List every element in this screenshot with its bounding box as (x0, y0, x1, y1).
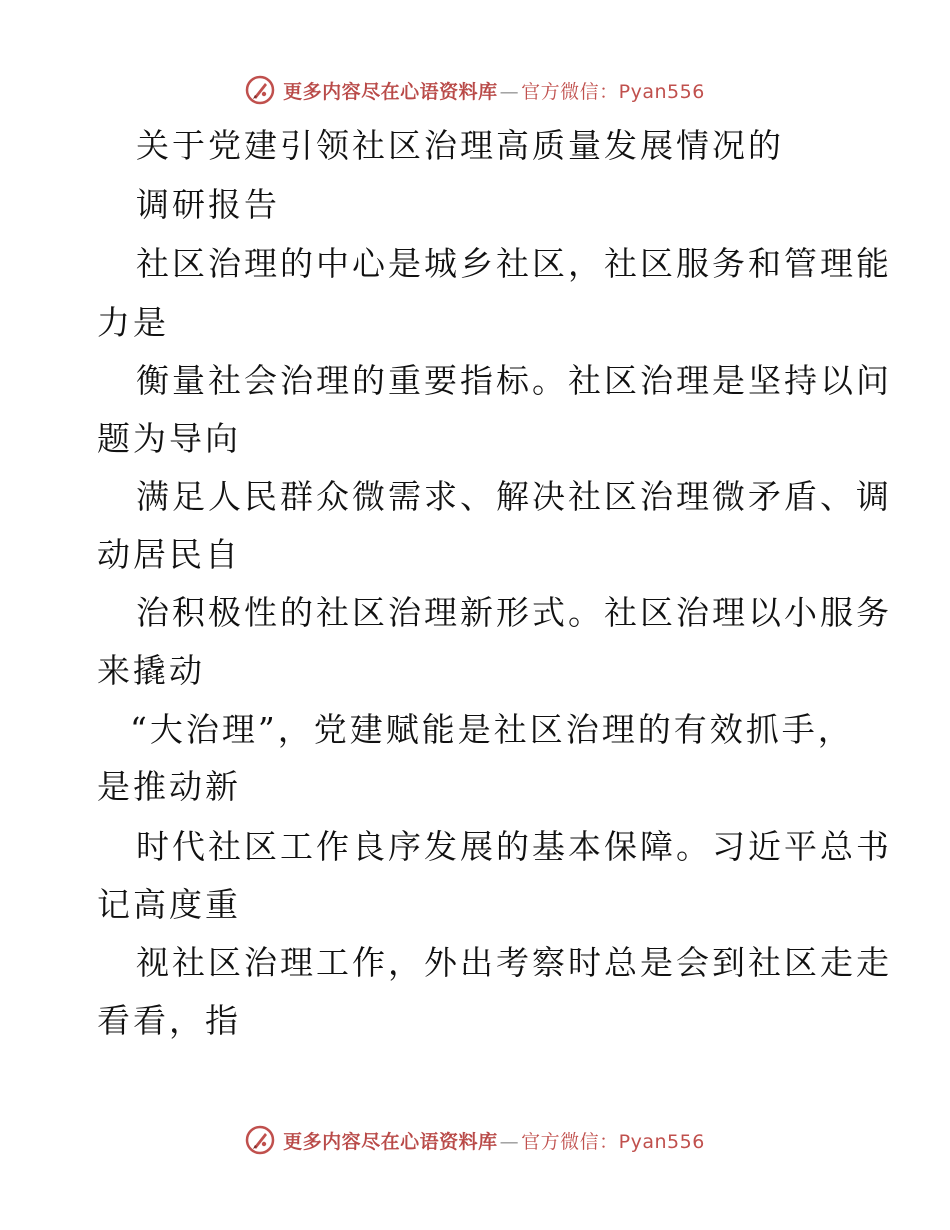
header-banner-contact: 官方微信：Pyan556 (521, 80, 705, 103)
paragraph-line: 题为导向 (97, 419, 241, 458)
header-banner-main: 更多内容尽在心语资料库 (283, 80, 498, 103)
quill-pen-seal-icon (245, 1125, 275, 1155)
paragraph-line: 视社区治理工作，外出考察时总是会到社区走走 (136, 943, 892, 982)
quill-pen-seal-icon (245, 75, 275, 105)
footer-banner-separator: — (499, 1130, 520, 1153)
paragraph-line: 满足人民群众微需求、解决社区治理微矛盾、调 (136, 477, 892, 516)
paragraph-line: 是推动新 (97, 767, 241, 806)
header-banner-separator: — (499, 80, 520, 103)
document-title-line-2: 调研报告 (136, 185, 280, 224)
paragraph-line: 衡量社会治理的重要指标。社区治理是坚持以问 (136, 361, 892, 400)
paragraph-line: 记高度重 (97, 885, 241, 924)
footer-banner-contact: 官方微信：Pyan556 (521, 1130, 705, 1153)
footer-banner (0, 1120, 950, 1160)
paragraph-line: 动居民自 (97, 535, 241, 574)
paragraph-line: 治积极性的社区治理新形式。社区治理以小服务 (136, 593, 892, 632)
header-banner-text (283, 77, 705, 104)
paragraph-line: 看看，指 (97, 1001, 241, 1040)
header-banner (0, 70, 950, 110)
paragraph-line: “大治理”，党建赋能是社区治理的有效抓手， (130, 710, 854, 749)
footer-banner-main: 更多内容尽在心语资料库 (283, 1130, 498, 1153)
paragraph-line: 社区治理的中心是城乡社区，社区服务和管理能 (136, 244, 892, 283)
paragraph-line: 力是 (97, 303, 169, 342)
document-title-line-1: 关于党建引领社区治理高质量发展情况的 (136, 126, 784, 165)
paragraph-line: 来撬动 (97, 651, 205, 690)
paragraph-line: 时代社区工作良序发展的基本保障。习近平总书 (136, 827, 892, 866)
footer-banner-text (283, 1127, 705, 1154)
